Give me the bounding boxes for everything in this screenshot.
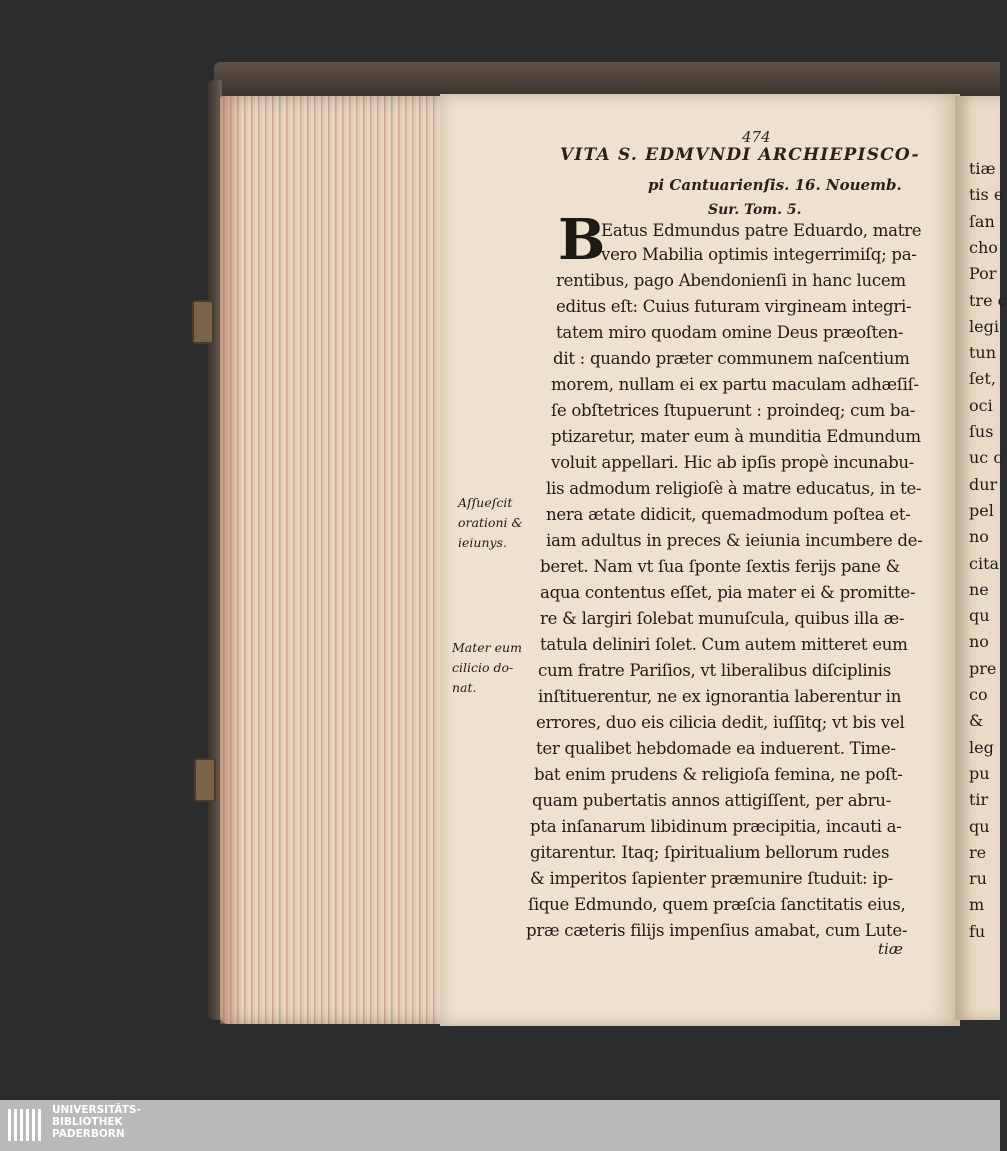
book-cover-top-edge (214, 62, 1000, 96)
next-page-line: tun (969, 343, 997, 363)
next-page-line: tre c (969, 290, 1007, 310)
body-text-line: Eatus Edmundus patre Eduardo, matre (601, 221, 922, 240)
next-page-line: cita (969, 553, 1000, 573)
next-page-line: re (969, 842, 987, 862)
margin-note-1-line: ieiunys. (458, 535, 507, 550)
body-text-line: quam pubertatis annos attigiſſent, per abru- (532, 791, 891, 810)
body-text-line: pta inſanarum libidinum præcipitia, incauti a- (530, 817, 902, 836)
library-name-line: UNIVERSITÄTS- (52, 1104, 141, 1116)
body-text-line: voluit appellari. Hic ab ipſis propè incunabu- (551, 453, 915, 472)
next-page-line: pre (969, 658, 997, 678)
body-text-line: vero Mabilia optimis integerrimiſq; pa- (601, 245, 917, 264)
body-text-line: editus eſt: Cuius futuram virgineam integri- (556, 297, 912, 316)
next-page-line: tir (969, 790, 989, 810)
page-edges-block (220, 96, 465, 1024)
body-text-line: gitarentur. Itaq; ſpiritualium bellorum rudes (530, 843, 890, 862)
next-page-line: pu (969, 763, 990, 783)
body-text-line: iam adultus in preces & ieiunia incumbere de- (546, 531, 923, 550)
next-page-line: ſet, (969, 369, 996, 389)
margin-note-2-line: cilicio do- (452, 660, 514, 675)
next-page-line: m (969, 895, 985, 915)
next-page-line: tiæ (969, 159, 996, 178)
body-text-line: rentibus, pago Abendonienſi in hanc lucem (556, 271, 906, 290)
body-text-line: inſtituerentur, ne ex ignorantia laberentur in (538, 687, 902, 706)
next-page-line: co (969, 685, 988, 704)
next-page-line: uc c (969, 448, 1003, 468)
next-page-line: Por (969, 264, 997, 284)
next-page-line: legi (969, 316, 999, 336)
next-page-line: ſus (969, 422, 994, 441)
chapter-subheading: pi Cantuarienſis. 16. Nouemb. (648, 176, 902, 194)
body-text-line: præ cæteris filijs impenſius amabat, cum Lute- (526, 921, 908, 940)
next-page-line: tis e (969, 185, 1004, 205)
next-page-line: cho (969, 237, 998, 257)
body-text-line: re & largiri ſolebat munuſcula, quibus illa æ- (540, 609, 905, 628)
next-page-line: ne (969, 579, 989, 599)
body-text-line: cum fratre Pariſios, vt liberalibus diſciplinis (538, 661, 891, 680)
chapter-heading: VITA S. EDMVNDI ARCHIEPISCO- (560, 145, 920, 165)
page-number: 474 (742, 128, 771, 146)
next-page-line: ſan (969, 211, 995, 231)
next-page-line: pel (969, 500, 994, 520)
body-text-line: dit : quando præter communem naſcentium (553, 349, 910, 368)
next-page-line: leg (969, 737, 994, 757)
body-text-line: tatula deliniri ſolet. Cum autem mitteret eum (540, 635, 908, 654)
source-reference: Sur. Tom. 5. (708, 202, 802, 218)
body-text-line: & imperitos ſapienter præmunire ſtuduit: ip- (530, 869, 893, 888)
library-name-line: PADERBORN (52, 1128, 125, 1140)
next-page-line: no (969, 632, 989, 652)
body-text-line: morem, nullam ei ex partu maculam adhæſiſ- (551, 375, 919, 394)
next-page-line: & (969, 711, 984, 731)
margin-note-1-line: orationi & (458, 515, 523, 530)
body-text-line: beret. Nam vt ſua ſponte ſextis ferijs pane & (540, 557, 901, 576)
margin-note-2-line: Mater eum (452, 640, 522, 655)
lower-clasp (194, 758, 216, 802)
upper-clasp (192, 300, 214, 344)
body-text-line: ſique Edmundo, quem præſcia ſanctitatis eius, (528, 895, 906, 914)
body-text-line: errores, duo eis cilicia dedit, iuſſitq; vt bis vel (536, 713, 905, 732)
next-page-line: qu (969, 606, 990, 626)
next-page-line: oci (969, 395, 993, 415)
next-page-line: ru (969, 869, 987, 889)
catchword: tiæ (878, 940, 903, 958)
margin-note-2-line: nat. (452, 680, 477, 695)
body-text-line: nera ætate didicit, quemadmodum poſtea et- (546, 505, 911, 524)
body-text-line: ter qualibet hebdomade ea induerent. Time- (536, 739, 896, 758)
body-text-line: ſe obſtetrices ſtupuerunt : proindeq; cum ba- (551, 401, 916, 420)
body-text-line: tatem miro quodam omine Deus præoſten- (556, 323, 904, 342)
footer-bar (0, 1100, 1000, 1151)
drop-cap: B (558, 207, 606, 273)
next-page-line: fu (969, 921, 986, 941)
library-name-line: BIBLIOTHEK (52, 1116, 123, 1128)
next-page-fragment (955, 96, 1007, 1020)
body-text-line: aqua contentus eſſet, pia mater ei & promitte- (540, 583, 916, 602)
body-text-line: lis admodum religioſè à matre educatus, in te- (546, 479, 922, 498)
library-logo-icon (6, 1105, 46, 1145)
next-page-line: dur (969, 474, 998, 494)
next-page-line: no (969, 527, 989, 547)
body-text-line: bat enim prudens & religioſa femina, ne poſt- (534, 765, 903, 784)
next-page-line: qu (969, 816, 990, 836)
margin-note-1-line: Aſſueſcit (458, 495, 513, 510)
library-name (52, 1104, 141, 1140)
body-text-line: ptizaretur, mater eum à munditia Edmundum (551, 427, 921, 446)
